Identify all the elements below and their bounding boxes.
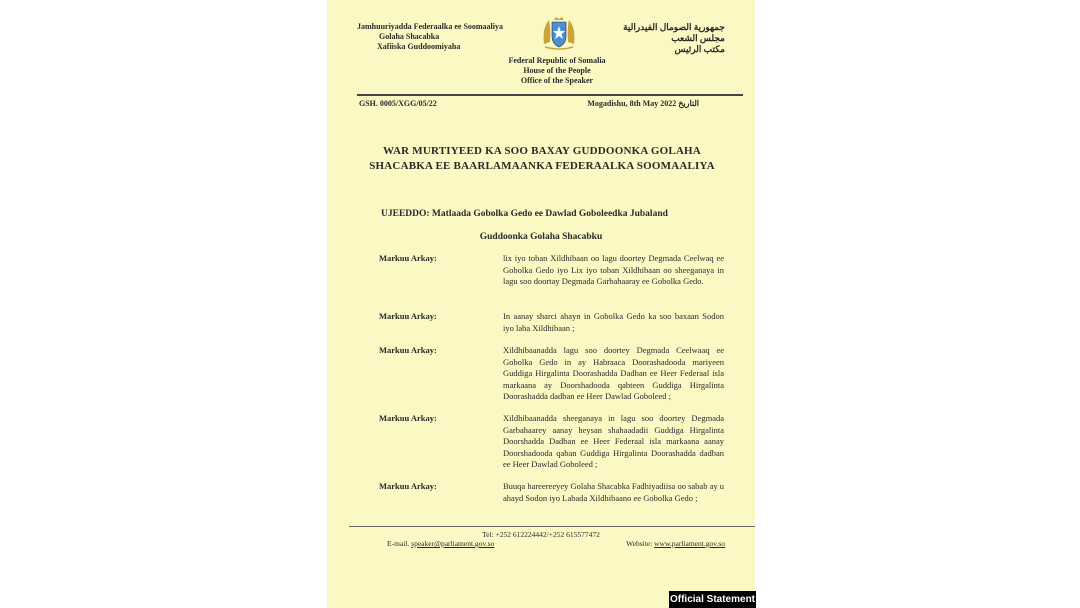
clause-label: Markuu Arkay: (379, 413, 437, 423)
document-title: WAR MURTIYEED KA SOO BAXAY GUDDOONKA GOLAHA SHACABKA EE BAARLAMAANKA FEDERAALKA SOOMAALIYA (369, 145, 715, 172)
clause-label: Markuu Arkay: (379, 311, 437, 321)
caption-badge: Official Statement (669, 591, 756, 608)
clause-text: Xildhibaanadda sheeganaya in lagu soo doortey Degmada Garbahaarey aanay heysan shahaadadii Guddiga Hirgalinta Doorshadda Dadban ee Heer Federaal isla markaana aanay Doorshadooda qaban Guddiga Hirgalinta Doorashadda dadban ee Heer Dawlad Goboleed ; (503, 413, 724, 470)
footer-website-label: Website: (626, 539, 655, 548)
header-arabic-line-2: مجلس الشعب (671, 33, 725, 43)
clause-text: In aanay sharci ahayn in Gobolka Gedo ka soo baxaan Sodon iyo laba Xildhibaan ; (503, 311, 724, 333)
header-somali-line-3: Xafiiska Guddoomiyaha (377, 42, 461, 51)
document-date: Mogadishu, 8th May 2022 التاريخ (587, 99, 699, 108)
footer-telephone: Tel: +252 612224442/+252 615577472 (482, 530, 600, 539)
header-somali (357, 22, 503, 52)
clause-5 (379, 481, 724, 504)
clause-1 (379, 253, 724, 288)
header-divider (357, 94, 743, 96)
clause-text: Xildhibaanadda lagu soo doortey Degmada Ceelwaaq ee Gobolka Gedo in ay Habraaca Doorashadooda mariyeen Guddiga Hirgalinta Doorashadda Dadban ee Heer Federaal isla markaana ay Doorshadooda qabteen Guddiga Hirgalinta Doorashadda dadban ee Heer Dawlad Goboleed ; (503, 345, 724, 402)
header-english-line-3: Office of the Speaker (520, 76, 594, 85)
header-english (487, 56, 627, 86)
clause-3 (379, 345, 724, 403)
header-english-line-2: House of the People (523, 66, 591, 75)
footer-divider (349, 526, 755, 527)
clause-label: Markuu Arkay: (379, 253, 437, 263)
clause-2 (379, 311, 724, 334)
header-english-line-1: Federal Republic of Somalia (508, 56, 606, 65)
footer-email-link[interactable]: speaker@parliament.gov.so (411, 539, 495, 548)
header-somali-line-1: Jamhuuriyadda Federaalka ee Soomaaliya (357, 22, 504, 31)
clause-text: lix iyo toban Xildhibaan oo lagu doortey Degmada Ceelwaq ee Gobolka Gedo iyo Lix iyo toban Xildhibaan oo sheeganaya in lagu soo doortay Degmada Garbahaaray ee Gobolka Gedo. (503, 253, 724, 287)
clause-label: Markuu Arkay: (379, 481, 437, 491)
clause-text: Buuqa hareereeyey Golaha Shacabka Fadhiyadiisa oo sabab ay u ahayd Sodon iyo Labada Xildhibaano ee Gobolka Gedo ; (503, 481, 724, 503)
footer-website-link[interactable]: www.parliament.gov.so (654, 539, 725, 548)
somalia-coat-of-arms-icon (540, 14, 578, 52)
clause-label: Markuu Arkay: (379, 345, 437, 355)
header-arabic-line-1: جمهورية الصومال الفيدرالية (623, 22, 725, 32)
document-subheading: Guddoonka Golaha Shacabku (479, 232, 603, 242)
header-somali-line-2: Golaha Shacabka (379, 32, 440, 41)
document-page (327, 0, 755, 608)
header-arabic-line-3: مكتب الرئيس (674, 44, 725, 54)
clause-4 (379, 413, 724, 471)
document-subject: UJEEDDO: Matlaada Gobolka Gedo ee Dawlad Goboleedka Jubaland (381, 209, 668, 219)
reference-number: GSH. 0005/XGG/05/22 (359, 99, 437, 108)
header-arabic (623, 22, 725, 55)
footer-email-label: E-mail. (387, 539, 412, 548)
footer-email (387, 539, 494, 548)
footer-website (626, 539, 725, 548)
